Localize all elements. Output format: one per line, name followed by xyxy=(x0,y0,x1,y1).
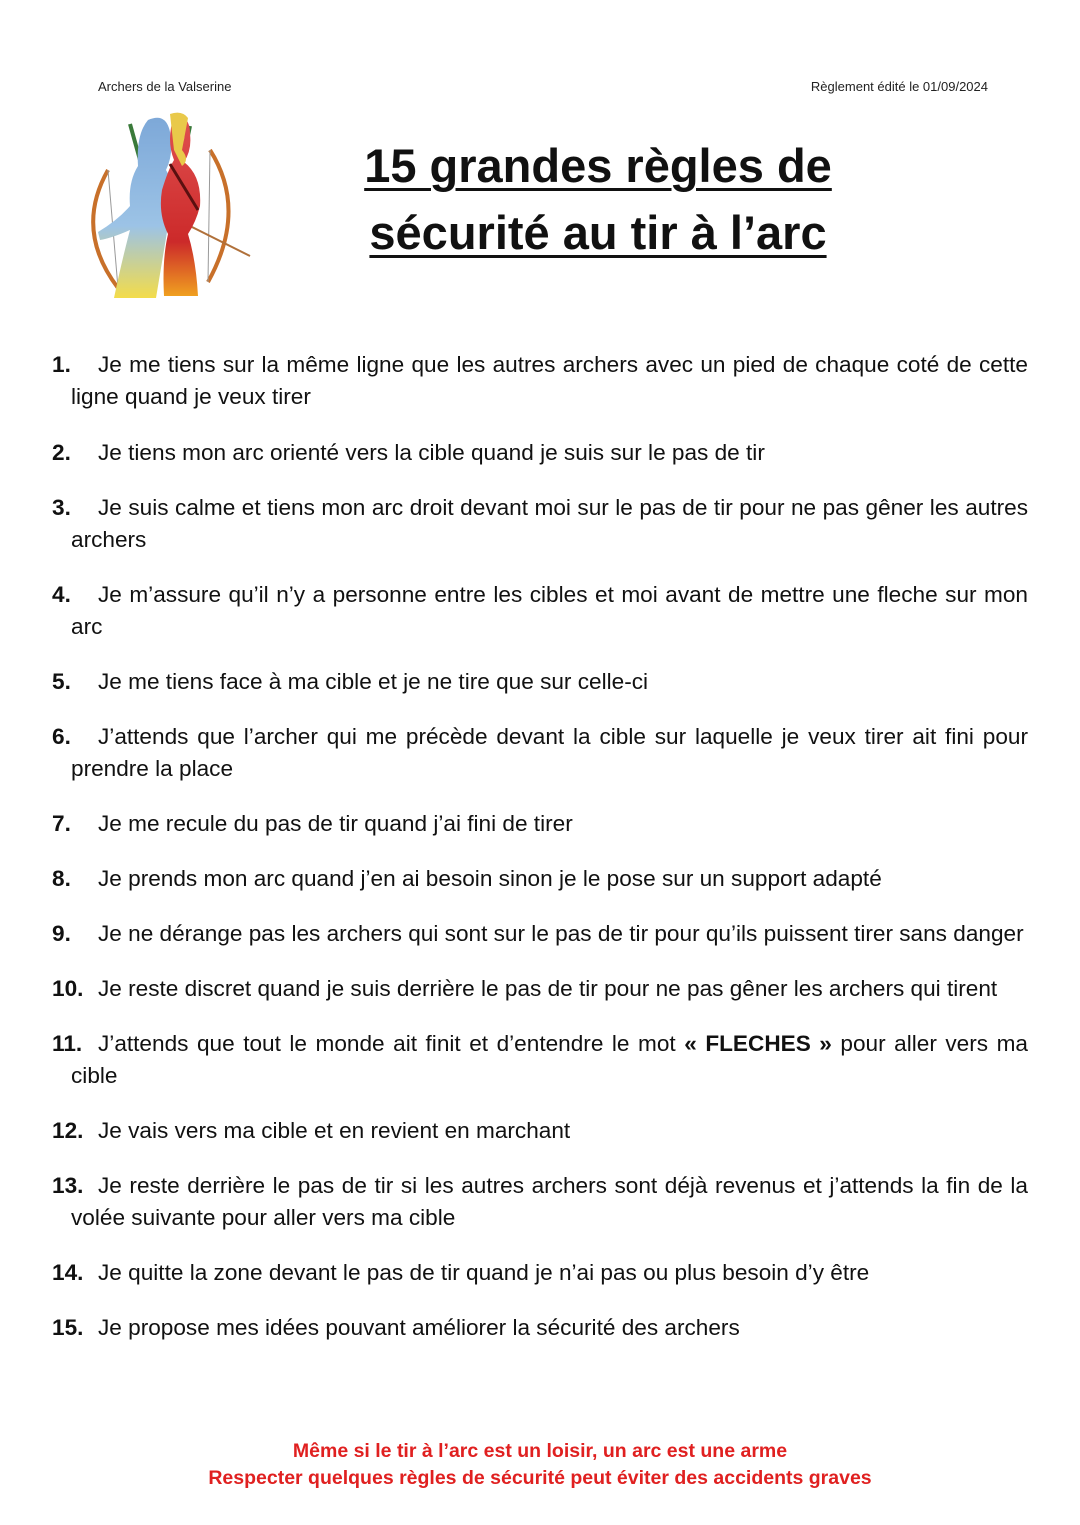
rule-8 xyxy=(52,863,1028,895)
rule-number: 6. xyxy=(52,724,71,749)
rule-12 xyxy=(52,1115,1028,1147)
rule-text: Je propose mes idées pouvant améliorer la sécurité des archers xyxy=(98,1315,740,1340)
rule-14 xyxy=(52,1257,1028,1289)
rule-number: 8. xyxy=(52,866,71,891)
rule-text: Je vais vers ma cible et en revient en marchant xyxy=(98,1118,571,1143)
rule-number: 7. xyxy=(52,811,71,836)
rule-text: Je suis calme et tiens mon arc droit devant moi sur le pas de tir pour ne pas gêner les autres archers xyxy=(71,495,1028,552)
rule-text: Je me recule du pas de tir quand j’ai fini de tirer xyxy=(98,811,573,836)
rule-13 xyxy=(52,1170,1028,1234)
rule-number: 4. xyxy=(52,582,71,607)
rule-number: 3. xyxy=(52,495,71,520)
rule-text: Je me tiens sur la même ligne que les autres archers avec un pied de chaque coté de cette ligne quand je veux tirer xyxy=(71,352,1028,409)
rule-text: Je prends mon arc quand j’en ai besoin sinon je le pose sur un support adapté xyxy=(98,866,882,891)
rule-1 xyxy=(52,349,1028,413)
footer-line-1: Même si le tir à l’arc est un loisir, un arc est une arme xyxy=(292,1440,788,1462)
rule-number: 10. xyxy=(52,976,84,1001)
safety-footer xyxy=(0,1438,1080,1492)
rule-text: Je m’assure qu’il n’y a personne entre les cibles et moi avant de mettre une fleche sur mon arc xyxy=(71,582,1028,639)
rule-5 xyxy=(52,666,1028,698)
rule-number: 14. xyxy=(52,1260,84,1285)
title-line-2: sécurité au tir à l’arc xyxy=(369,206,827,259)
rule-10 xyxy=(52,973,1028,1005)
rule-text: Je reste derrière le pas de tir si les autres archers sont déjà revenus et j’attends la fin de la volée suivante pour aller vers ma cible xyxy=(71,1173,1028,1230)
rule-text: Je ne dérange pas les archers qui sont sur le pas de tir pour qu’ils puissent tirer sans danger xyxy=(98,921,1024,946)
rule-text: J’attends que tout le monde ait finit et d’entendre le mot xyxy=(98,1031,685,1056)
rule-keyword: « FLECHES » xyxy=(684,1031,832,1056)
rule-number: 13. xyxy=(52,1173,84,1198)
rule-6 xyxy=(52,721,1028,785)
footer-line-2: Respecter quelques règles de sécurité peut éviter des accidents graves xyxy=(208,1467,872,1489)
rule-number: 15. xyxy=(52,1315,84,1340)
rules-list xyxy=(52,349,1028,1344)
rule-9 xyxy=(52,918,1028,950)
rule-text: Je reste discret quand je suis derrière le pas de tir pour ne pas gêner les archers qui tirent xyxy=(98,976,998,1001)
page-title xyxy=(300,132,896,266)
rule-number: 12. xyxy=(52,1118,84,1143)
rule-2 xyxy=(52,437,1028,469)
rule-7 xyxy=(52,808,1028,840)
rule-text: Je me tiens face à ma cible et je ne tire que sur celle-ci xyxy=(98,669,649,694)
rule-number: 9. xyxy=(52,921,71,946)
rule-11 xyxy=(52,1028,1028,1092)
rule-number: 2. xyxy=(52,440,71,465)
rule-15 xyxy=(52,1312,1028,1344)
rule-4 xyxy=(52,579,1028,643)
archers-logo-icon xyxy=(78,110,254,306)
rule-text: Je quitte la zone devant le pas de tir quand je n’ai pas ou plus besoin d’y être xyxy=(98,1260,870,1285)
rule-number: 11. xyxy=(52,1031,83,1056)
rule-number: 5. xyxy=(52,669,71,694)
edition-date: Règlement édité le 01/09/2024 xyxy=(810,79,988,94)
rule-text: J’attends que l’archer qui me précède devant la cible sur laquelle je veux tirer ait fini pour prendre la place xyxy=(71,724,1028,781)
rule-3 xyxy=(52,492,1028,556)
rule-number: 1. xyxy=(52,352,71,377)
club-name: Archers de la Valserine xyxy=(98,79,232,94)
title-line-1: 15 grandes règles de xyxy=(364,139,832,192)
rule-text: pour aller vers ma cible xyxy=(71,1031,1028,1088)
rule-text: Je tiens mon arc orienté vers la cible quand je suis sur le pas de tir xyxy=(98,440,765,465)
